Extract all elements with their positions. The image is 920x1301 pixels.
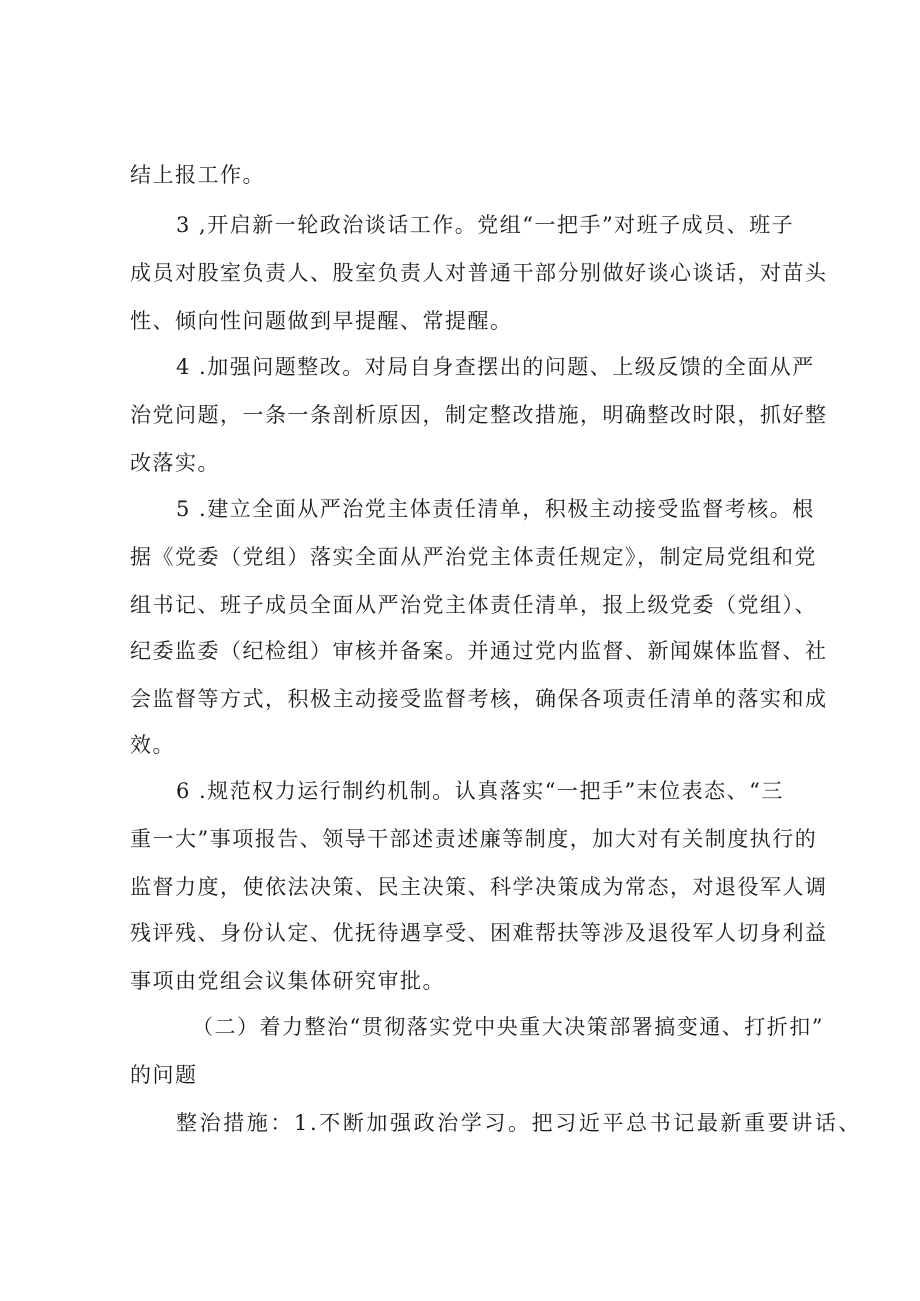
paragraph-3-line-1: 3 ,开启新一轮政治谈话工作。党组“一把手”对班子成员、班子: [176, 213, 795, 237]
paragraph-6-line-2: 重一大”事项报告、领导干部述责述廉等制度，加大对有关制度执行的: [130, 827, 818, 851]
paragraph-3-line-3: 性、倾向性问题做到早提醒、常提醒。: [130, 309, 513, 333]
measures-line-1: 整治措施：1.不断加强政治学习。把习近平总书记最新重要讲话、: [176, 1111, 863, 1135]
paragraph-3-line-2: 成员对股室负责人、股室负责人对普通干部分别做好谈心谈话，对苗头: [130, 261, 828, 285]
text-line: 结上报工作。: [130, 163, 265, 187]
paragraph-5-line-5: 会监督等方式，积极主动接受监督考核，确保各项责任清单的落实和成: [130, 687, 828, 711]
section-heading-line-2: 的问题: [130, 1063, 198, 1087]
paragraph-6-line-5: 事项由党组会议集体研究审批。: [130, 969, 445, 993]
paragraph-6-line-4: 残评残、身份认定、优抚待遇享受、困难帮扶等涉及退役军人切身利益: [130, 921, 828, 945]
paragraph-4-line-3: 改落实。: [130, 451, 220, 475]
paragraph-5-line-4: 纪委监委（纪检组）审核并备案。并通过党内监督、新闻媒体监督、社: [130, 639, 828, 663]
paragraph-4-line-2: 治党问题，一条一条剖析原因，制定整改措施，明确整改时限，抓好整: [130, 403, 828, 427]
paragraph-5-line-3: 组书记、班子成员全面从严治党主体责任清单，报上级党委（党组）、: [130, 593, 817, 617]
section-heading-line-1: （二）着力整治“贯彻落实党中央重大决策部署搞变通、打折扣”: [192, 1015, 824, 1039]
paragraph-6-line-3: 监督力度，使依法决策、民主决策、科学决策成为常态，对退役军人调: [130, 875, 828, 899]
paragraph-6-line-1: 6 .规范权力运行制约机制。认真落实“一把手”末位表态、“三: [176, 779, 784, 803]
paragraph-5-line-2: 据《党委（党组）落实全面从严治党主体责任规定》，制定局党组和党: [130, 545, 817, 569]
paragraph-5-line-1: 5 .建立全面从严治党主体责任清单，积极主动接受监督考核。根: [176, 497, 815, 521]
paragraph-5-line-6: 效。: [130, 733, 175, 757]
paragraph-4-line-1: 4 .加强问题整改。对局自身查摆出的问题、上级反馈的全面从严: [176, 355, 815, 379]
